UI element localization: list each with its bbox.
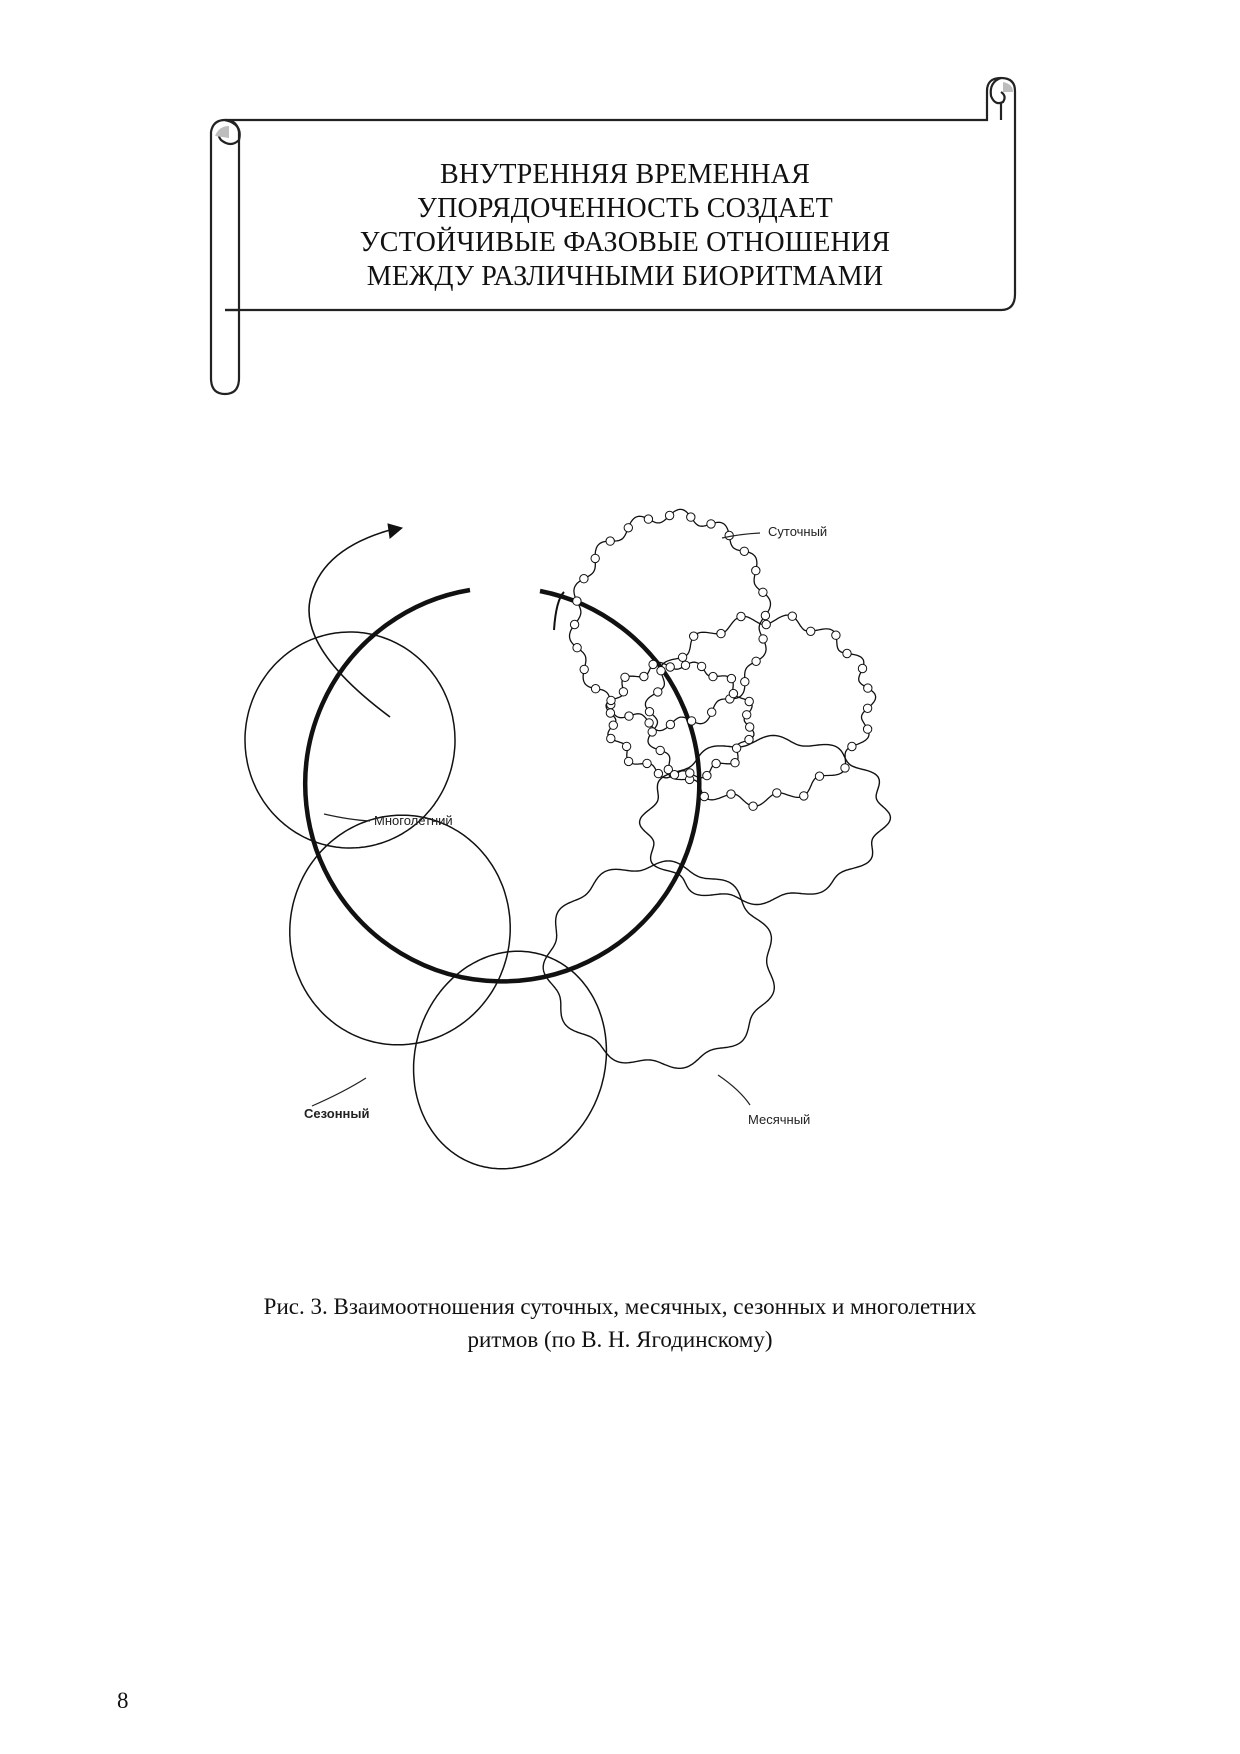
daily-bead — [666, 720, 674, 728]
daily-bead — [762, 620, 770, 628]
daily-bead — [666, 663, 674, 671]
daily-bead — [687, 717, 695, 725]
banner-text — [255, 158, 995, 294]
spiral-arrow-line — [309, 530, 390, 717]
caption-line-1: Рис. 3. Взаимоотношения суточных, месячных, сезонных и многолетних — [263, 1294, 977, 1319]
daily-bead — [649, 660, 657, 668]
daily-loop — [645, 615, 875, 806]
daily-bead — [759, 635, 767, 643]
daily-bead — [712, 759, 720, 767]
daily-bead — [848, 742, 856, 750]
daily-bead — [788, 612, 796, 620]
daily-bead — [656, 746, 664, 754]
daily-bead — [622, 742, 630, 750]
daily-bead — [773, 789, 781, 797]
daily-bead — [580, 665, 588, 673]
daily-bead — [607, 734, 615, 742]
banner-line: ВНУТРЕННЯЯ ВРЕМЕННАЯ — [440, 159, 810, 190]
daily-bead — [624, 757, 632, 765]
banner-line: МЕЖДУ РАЗЛИЧНЫМИ БИОРИТМАМИ — [366, 261, 884, 292]
daily-bead — [732, 744, 740, 752]
daily-bead — [746, 723, 754, 731]
daily-bead — [654, 769, 662, 777]
daily-bead — [752, 657, 760, 665]
banner-line: УПОРЯДОЧЕННОСТЬ СОЗДАЕТ — [417, 193, 833, 224]
daily-bead — [759, 588, 767, 596]
daily-bead — [863, 725, 871, 733]
daily-bead — [687, 513, 695, 521]
daily-bead — [707, 520, 715, 528]
daily-bead — [745, 697, 753, 705]
daily-bead — [743, 711, 751, 719]
page-number: 8 — [117, 1688, 129, 1713]
daily-bead — [573, 597, 581, 605]
daily-bead — [745, 735, 753, 743]
daily-bead — [624, 524, 632, 532]
figure-caption — [130, 1290, 1110, 1356]
daily-bead — [640, 672, 648, 680]
daily-bead — [643, 759, 651, 767]
daily-bead — [815, 772, 823, 780]
daily-bead — [665, 511, 673, 519]
daily-bead — [741, 678, 749, 686]
monthly-leader-line — [718, 1075, 750, 1105]
daily-bead — [708, 708, 716, 716]
multiyear-circle — [305, 590, 699, 981]
daily-bead — [606, 709, 614, 717]
daily-bead — [761, 611, 769, 619]
daily-bead — [570, 620, 578, 628]
daily-bead — [697, 662, 705, 670]
daily-bead — [645, 719, 653, 727]
daily-bead — [606, 537, 614, 545]
daily-bead — [591, 554, 599, 562]
multiyear-leader-line — [324, 814, 370, 821]
daily-label: Суточный — [768, 524, 828, 539]
daily-bead — [832, 631, 840, 639]
arrow-head-icon — [388, 524, 402, 538]
scroll-banner — [195, 76, 1035, 396]
daily-bead — [686, 769, 694, 777]
daily-bead — [644, 515, 652, 523]
daily-bead — [841, 764, 849, 772]
daily-bead — [729, 689, 737, 697]
daily-bead — [580, 575, 588, 583]
daily-bead — [645, 708, 653, 716]
monthly-label: Месячный — [748, 1112, 811, 1127]
daily-bead — [863, 704, 871, 712]
seasonal-loop — [290, 815, 510, 1045]
daily-bead — [737, 612, 745, 620]
daily-bead — [670, 771, 678, 779]
daily-bead — [843, 649, 851, 657]
daily-bead — [648, 728, 656, 736]
seasonal-loop — [414, 951, 607, 1169]
daily-bead — [625, 712, 633, 720]
daily-bead — [607, 696, 615, 704]
daily-bead — [727, 790, 735, 798]
rhythms-diagram — [240, 500, 960, 1190]
daily-bead — [752, 566, 760, 574]
daily-bead — [709, 672, 717, 680]
daily-bead — [703, 771, 711, 779]
caption-line-2: ритмов (по В. Н. Ягодинскому) — [467, 1327, 773, 1352]
daily-bead — [700, 792, 708, 800]
daily-bead — [727, 674, 735, 682]
daily-bead — [717, 629, 725, 637]
daily-bead — [654, 688, 662, 696]
daily-bead — [591, 685, 599, 693]
daily-bead — [807, 627, 815, 635]
multiyear-label: Многолетний — [374, 813, 453, 828]
daily-bead — [609, 721, 617, 729]
daily-bead — [740, 547, 748, 555]
daily-bead — [690, 632, 698, 640]
daily-bead — [619, 688, 627, 696]
seasonal-label: Сезонный — [304, 1106, 370, 1121]
daily-bead — [800, 792, 808, 800]
daily-bead — [864, 684, 872, 692]
daily-bead — [681, 661, 689, 669]
daily-bead — [731, 759, 739, 767]
daily-bead — [858, 664, 866, 672]
daily-bead — [573, 644, 581, 652]
daily-bead — [621, 673, 629, 681]
seasonal-leader-line — [312, 1078, 366, 1106]
daily-bead — [657, 667, 665, 675]
daily-bead — [749, 802, 757, 810]
rhythms-diagram-svg — [240, 500, 960, 1190]
daily-bead — [678, 653, 686, 661]
banner-line: УСТОЙЧИВЫЕ ФАЗОВЫЕ ОТНОШЕНИЯ — [359, 227, 891, 258]
